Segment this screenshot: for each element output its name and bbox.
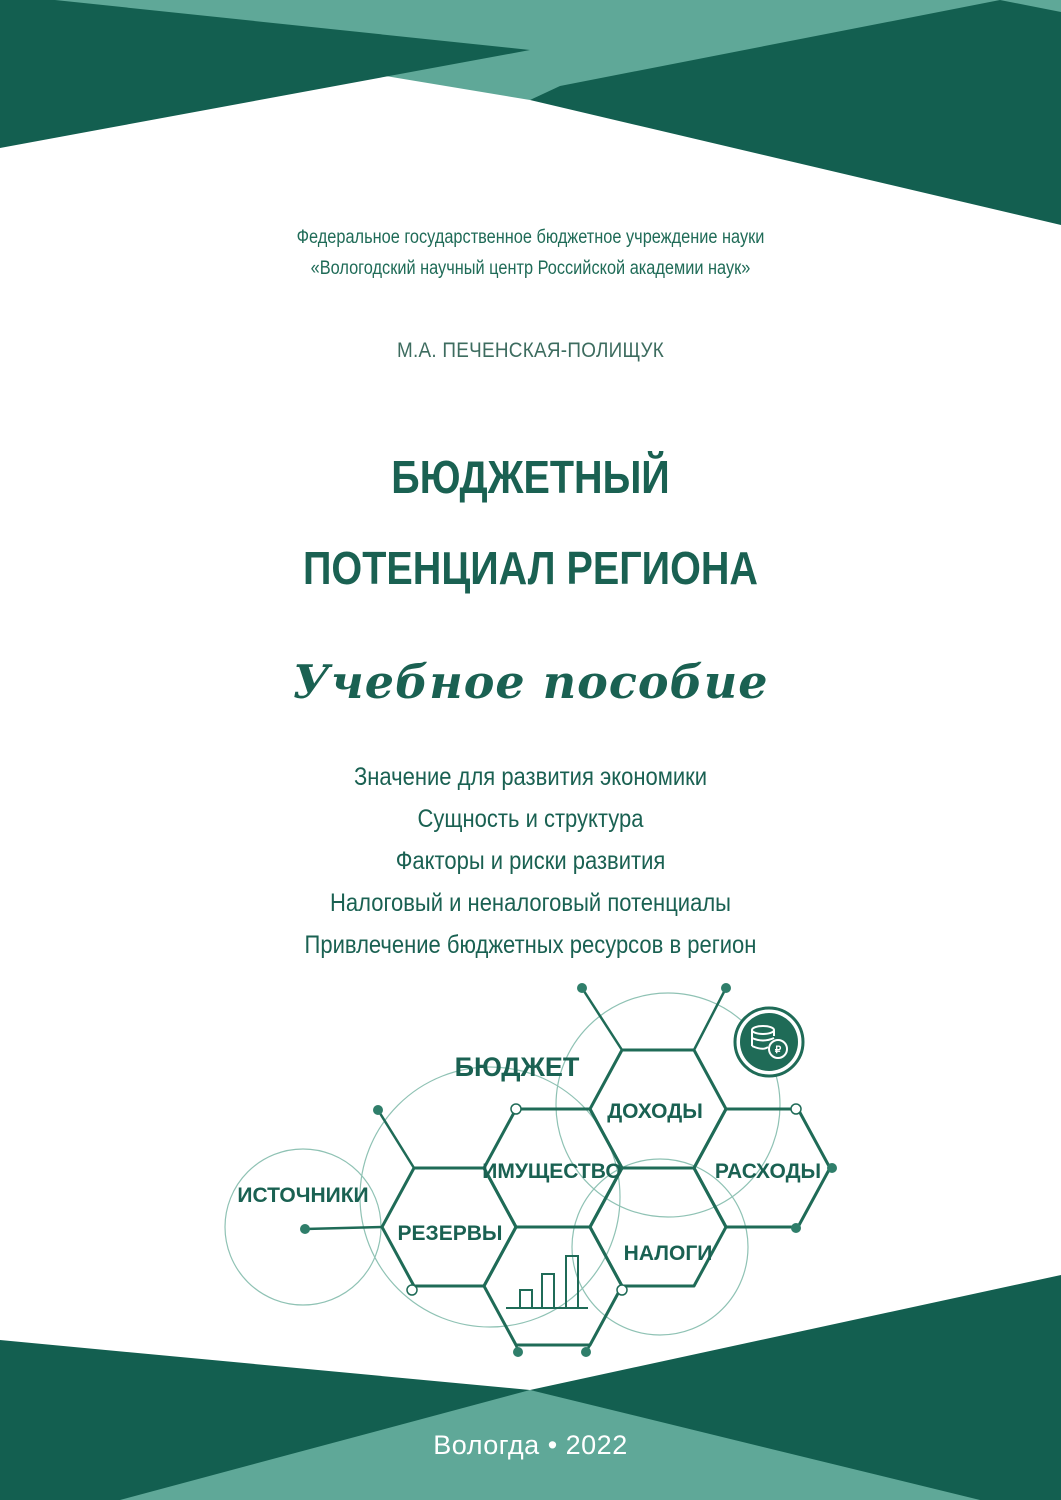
topic-item: Значение для развития экономики xyxy=(353,763,708,791)
topic-item: Сущность и структура xyxy=(417,805,644,833)
author-name: М.А. ПЕЧЕНСКАЯ-ПОЛИЩУК xyxy=(396,339,665,362)
topic-item: Привлечение бюджетных ресурсов в регион xyxy=(304,931,757,959)
label-property: ИМУЩЕСТВО xyxy=(482,1160,622,1183)
book-title-line-2: ПОТЕНЦИАЛ РЕГИОНА xyxy=(302,542,758,594)
label-income: ДОХОДЫ xyxy=(607,1100,703,1123)
book-title-line-1: БЮДЖЕТНЫЙ xyxy=(391,451,670,503)
label-expenses: РАСХОДЫ xyxy=(714,1160,822,1183)
city-year-footer: Вологда • 2022 xyxy=(433,1430,628,1460)
label-taxes: НАЛОГИ xyxy=(623,1242,713,1265)
hexagon-grid xyxy=(382,1050,830,1345)
label-reserves: РЕЗЕРВЫ xyxy=(397,1222,503,1245)
topic-item: Налоговый и неналоговый потенциалы xyxy=(330,889,731,917)
organization-line-1: Федеральное государственное бюджетное учреждение науки xyxy=(296,227,765,248)
ruble-coins-icon xyxy=(735,1008,803,1076)
book-subtitle: Учебное пособие xyxy=(292,655,769,709)
organization-line-2: «Вологодский научный центр Российской академии наук» xyxy=(310,258,751,279)
budget-hexagon-diagram xyxy=(200,970,860,1370)
bar-chart-icon xyxy=(506,1256,588,1308)
topic-item: Факторы и риски развития xyxy=(395,847,666,875)
diagram-heading-budget: БЮДЖЕТ xyxy=(454,1052,580,1082)
svg-text:₽: ₽ xyxy=(774,1045,782,1056)
label-sources: ИСТОЧНИКИ xyxy=(237,1184,369,1207)
